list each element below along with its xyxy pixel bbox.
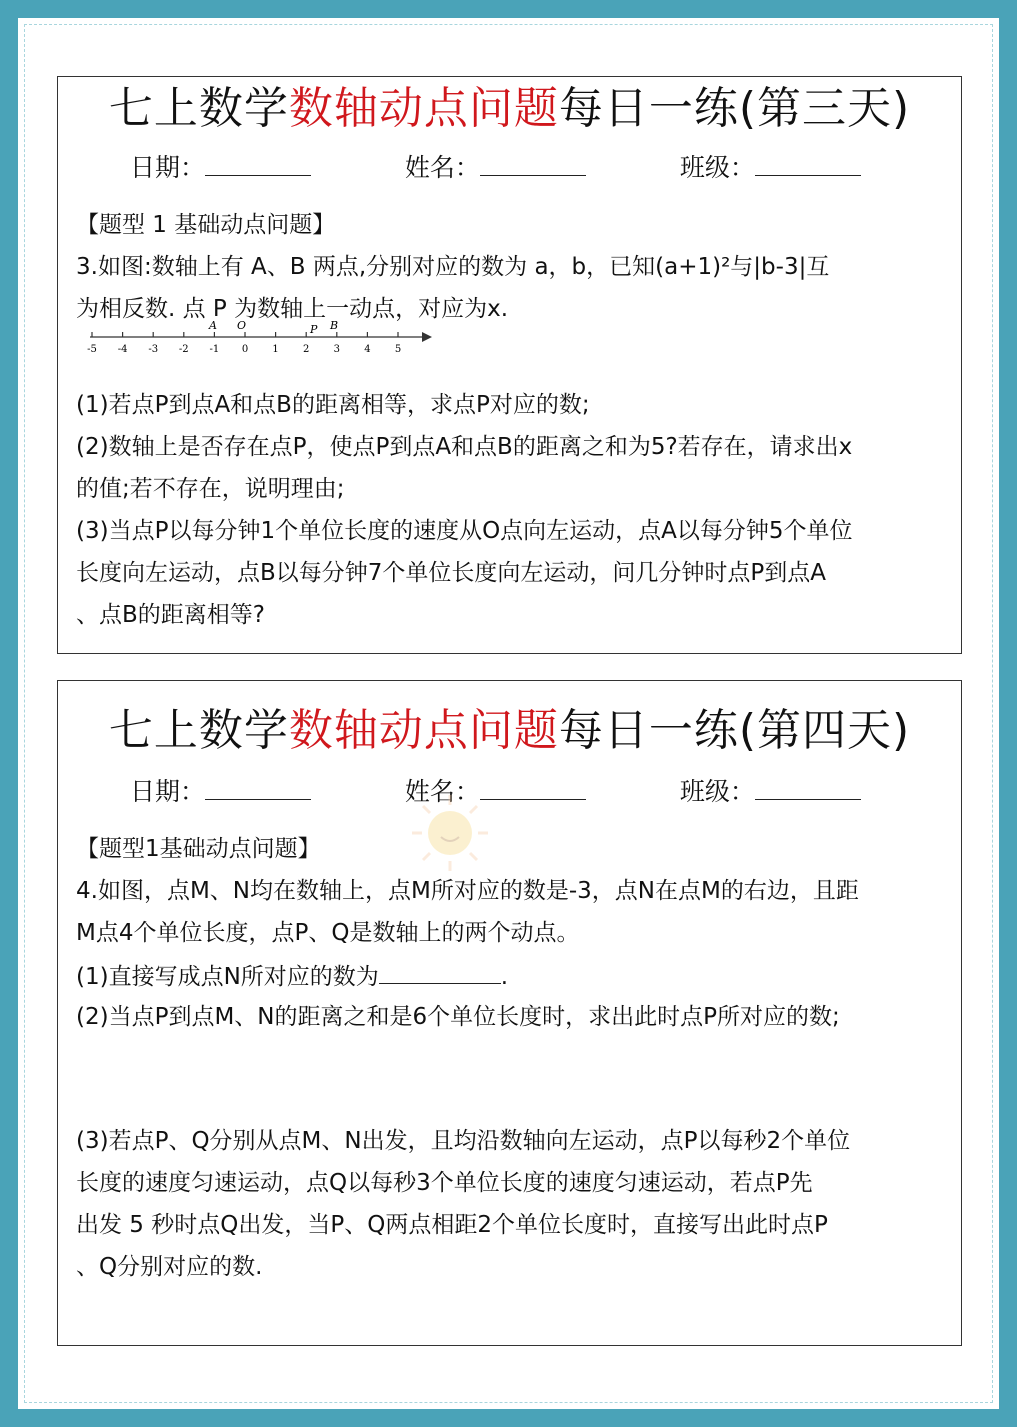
point-label-A: A [209,321,217,332]
info-row [130,153,861,183]
arrow-head-icon [422,332,432,342]
card-title [58,83,961,135]
name-label: 姓名： [404,777,480,806]
tick-label: 5 [394,344,402,355]
sub-question-3: 、点B的距离相等? [76,602,265,628]
point-label-O: O [237,321,247,332]
title-suffix: 每日一练(第三天) [558,83,911,134]
worksheet-paper [18,18,999,1409]
class-blank [755,777,861,800]
tick-label: -3 [148,344,159,355]
date-blank [205,153,311,176]
title-prefix: 七上数学 [108,83,289,134]
question-text: 3.如图:数轴上有 A、B 两点,分别对应的数为 a，b，已知(a+1)²与|b-3|互 [76,254,830,280]
title-highlight: 数轴动点问题 [288,83,559,134]
question-text: 4.如图，点M、N均在数轴上，点M所对应的数是-3，点N在点M的右边，且距 [76,878,859,904]
sub-question-3: 出发 5 秒时点Q出发，当P、Q两点相距2个单位长度时，直接写出此时点P [76,1212,828,1238]
class-label: 班级： [679,153,755,182]
section-heading: 【题型1基础动点问题】 [76,836,321,862]
section-heading: 【题型 1 基础动点问题】 [76,212,336,238]
sub-question-2: 的值;若不存在，说明理由; [76,476,345,502]
question-text: 为相反数. 点 P 为数轴上一动点，对应为x. [76,296,509,322]
sub-question-3: (3)若点P、Q分别从点M、N出发，且均沿数轴向左运动，点P以每秒2个单位 [76,1128,851,1154]
title-prefix: 七上数学 [108,705,289,756]
class-label: 班级： [679,777,755,806]
tick-label: -4 [117,344,128,355]
tick-label: -5 [87,344,97,355]
sub-question-3: 、Q分别对应的数. [76,1254,263,1280]
name-blank [480,777,586,800]
number-line-figure [86,321,436,363]
question-text: M点4个单位长度，点P、Q是数轴上的两个动点。 [76,920,580,946]
title-suffix: 每日一练(第四天) [558,705,911,756]
title-highlight: 数轴动点问题 [288,705,559,756]
answer-blank [379,961,501,984]
sub-question-3: 长度向左运动，点B以每分钟7个单位长度向左运动，问几分钟时点P到点A [76,560,827,586]
date-blank [205,777,311,800]
tick-label: 3 [333,344,340,355]
tick-label: 1 [272,344,279,355]
class-blank [755,153,861,176]
sub-question-1-text: (1)直接写成点N所对应的数为 [76,964,379,990]
worksheet-card-day4 [57,680,962,1346]
worksheet-card-day3 [57,76,962,654]
tick-label: 0 [241,344,249,355]
name-label: 姓名： [404,153,480,182]
name-blank [480,153,586,176]
point-label-B: B [330,321,339,332]
card-title [58,705,961,757]
tick-label: -2 [178,344,189,355]
point-label-P: P [310,323,318,336]
sub-question-3: 长度的速度匀速运动，点Q以每秒3个单位长度的速度匀速运动，若点P先 [76,1170,813,1196]
tick-label: 4 [364,344,371,355]
tick-label: 2 [303,344,310,355]
sun-watermark-icon [408,791,492,875]
tick-label: -1 [209,344,220,355]
sub-question-1-end: . [500,964,509,990]
sub-question-1 [76,961,508,991]
sub-question-1: (1)若点P到点A和点B的距离相等，求点P对应的数; [76,392,590,418]
date-label: 日期： [130,153,206,182]
date-label: 日期： [130,777,206,806]
sub-question-2: (2)当点P到点M、N的距离之和是6个单位长度时，求出此时点P所对应的数; [76,1004,840,1030]
sub-question-3: (3)当点P以每分钟1个单位长度的速度从O点向左运动，点A以每分钟5个单位 [76,518,853,544]
sub-question-2: (2)数轴上是否存在点P，使点P到点A和点B的距离之和为5?若存在，请求出x [76,434,853,460]
info-row [130,777,861,807]
